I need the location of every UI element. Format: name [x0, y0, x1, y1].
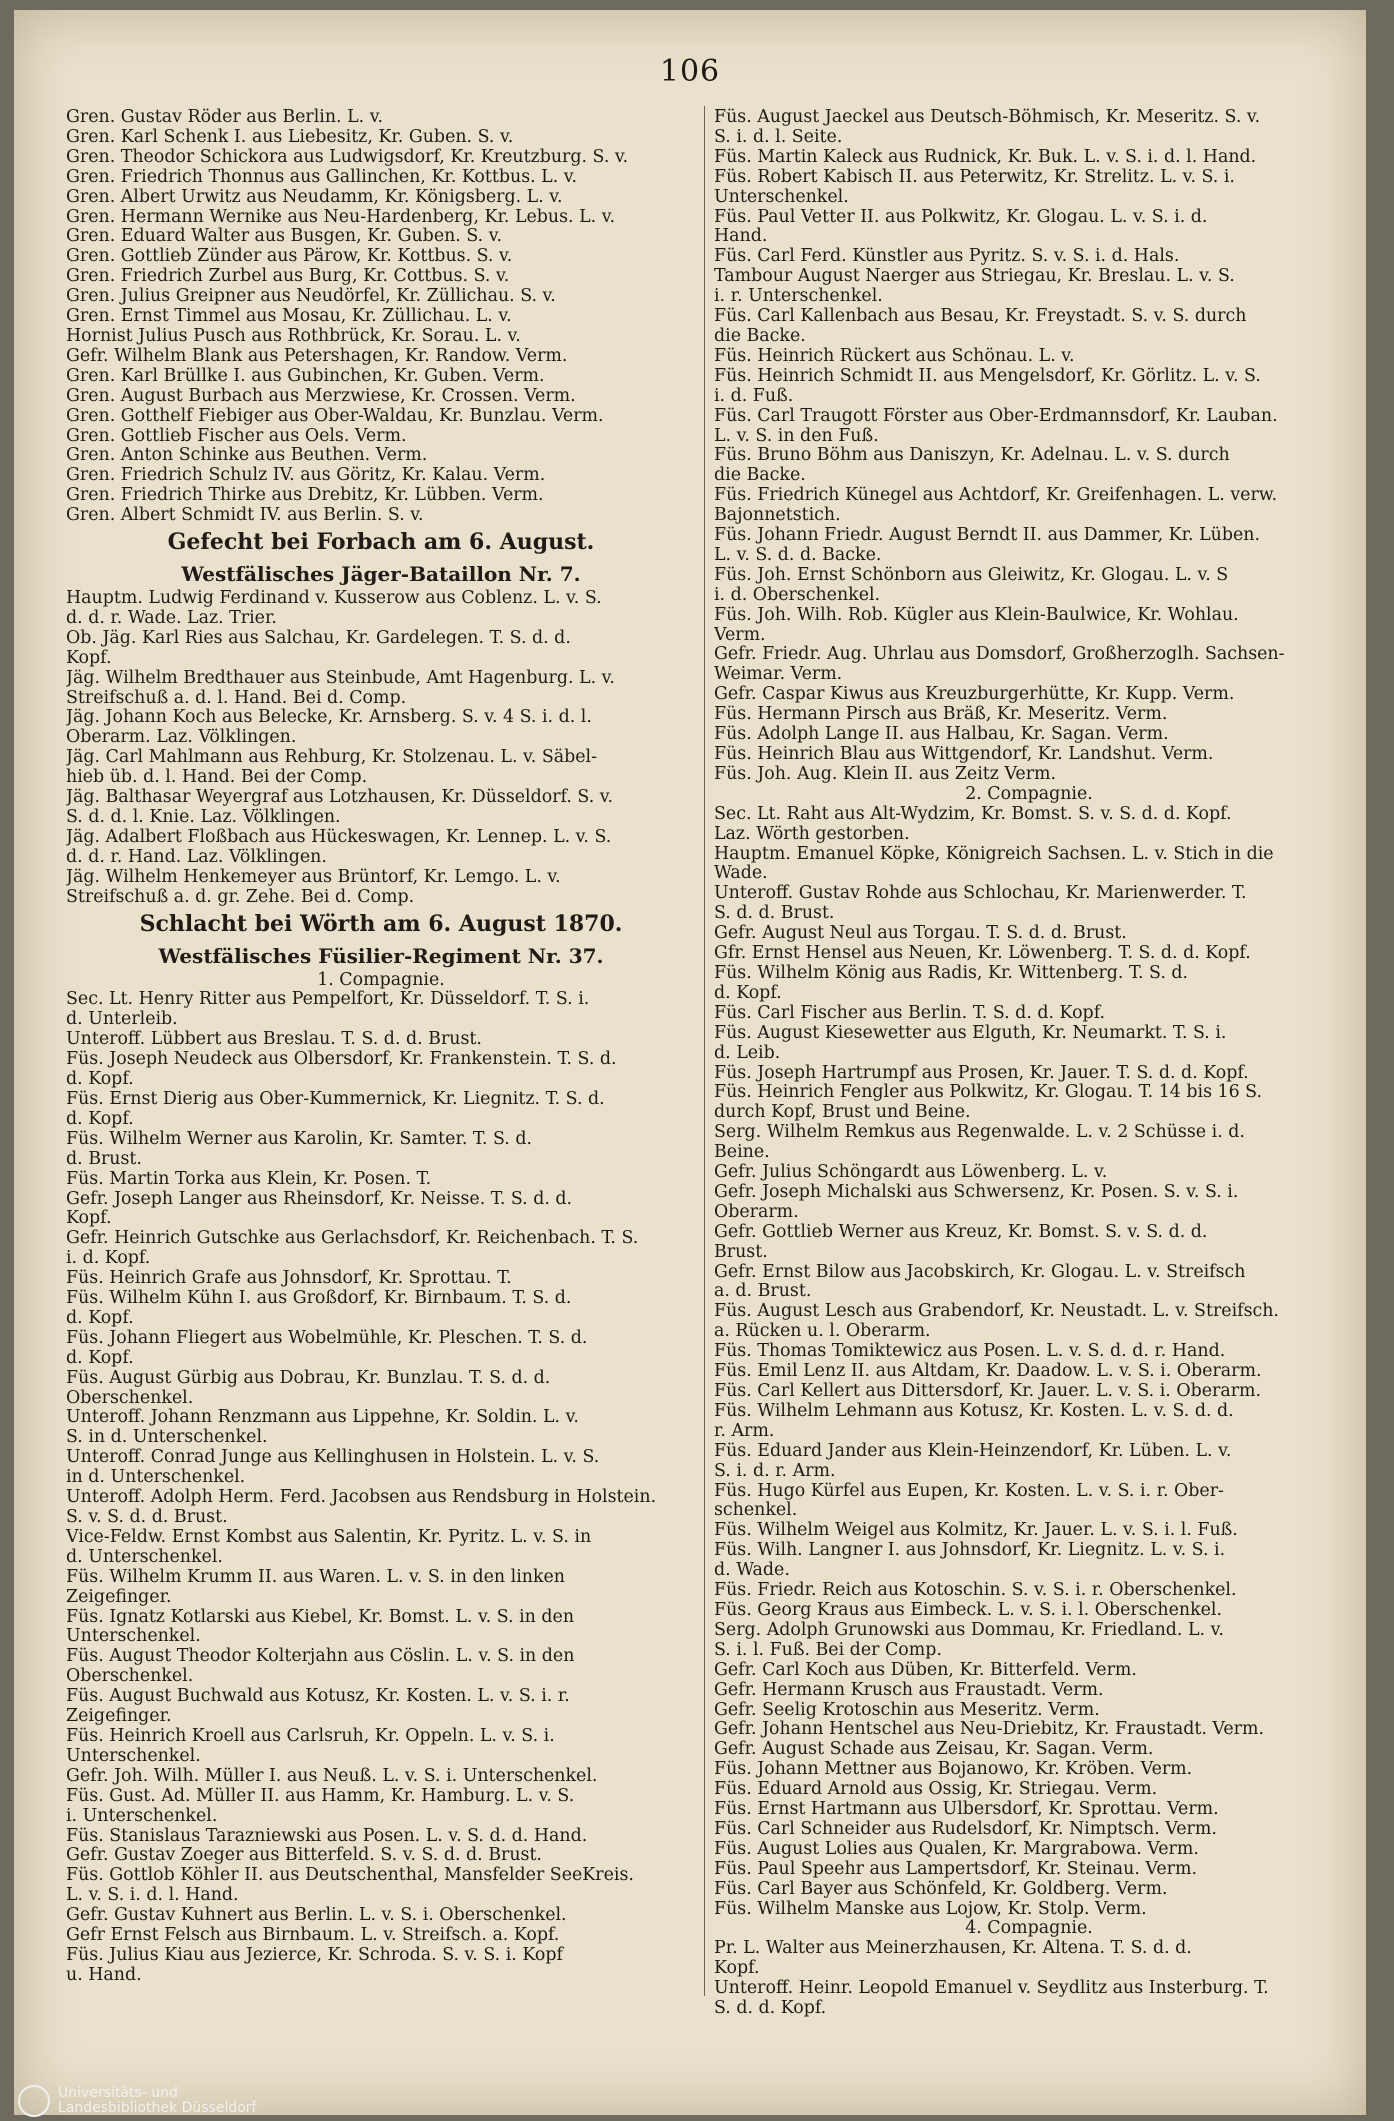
- text-line: Füs. Emil Lenz II. aus Altdam, Kr. Daadow. L. v. S. i. Oberarm.: [714, 1362, 1262, 1382]
- left-column: [66, 108, 696, 1986]
- text-line: Gefr. Wilhelm Blank aus Petershagen, Kr. Randow. Verm.: [66, 346, 568, 366]
- text-line: Jäg. Adalbert Floßbach aus Hückeswagen, Kr. Lennep. L. v. S.: [66, 827, 612, 847]
- text-line: d. Kopf.: [66, 1348, 134, 1368]
- text-line: Gren. Karl Schenk I. aus Liebesitz, Kr. Guben. S. v.: [66, 127, 514, 147]
- text-line: Füs. Wilhelm Lehmann aus Kotusz, Kr. Kosten. L. v. S. d. d.: [714, 1401, 1234, 1421]
- text-line: Füs. Ernst Dierig aus Ober-Kummernick, Kr. Liegnitz. T. S. d.: [66, 1089, 605, 1109]
- text-line: Füs. Joseph Hartrumpf aus Prosen, Kr. Jauer. T. S. d. d. Kopf.: [714, 1063, 1249, 1083]
- text-line: schenkel.: [714, 1501, 798, 1521]
- text-line: Gren. Anton Schinke aus Beuthen. Verm.: [66, 446, 428, 466]
- text-line: Füs. Carl Kallenbach aus Besau, Kr. Freystadt. S. v. S. durch: [714, 307, 1247, 327]
- text-line: Unteroff. Heinr. Leopold Emanuel v. Seydlitz aus Insterburg. T.: [714, 1979, 1269, 1999]
- library-logo-icon: [18, 2085, 50, 2117]
- text-line: S. v. S. d. d. Brust.: [66, 1508, 228, 1527]
- text-line: Füs. August Lolies aus Qualen, Kr. Margrabowa. Verm.: [714, 1839, 1199, 1859]
- text-line: i. Unterschenkel.: [66, 1806, 218, 1826]
- company-heading: 4. Compagnie.: [965, 1919, 1093, 1939]
- text-line: S. in d. Unterschenkel.: [66, 1428, 268, 1448]
- text-line: L. v. S. i. d. l. Hand.: [66, 1886, 239, 1906]
- text-line: d. d. r. Wade. Laz. Trier.: [66, 608, 277, 628]
- text-line: Unterschenkel.: [66, 1746, 201, 1766]
- text-line: Unteroff. Johann Renzmann aus Lippehne, Kr. Soldin. L. v.: [66, 1408, 579, 1428]
- text-line: Hauptm. Emanuel Köpke, Königreich Sachsen. L. v. Stich in die: [714, 844, 1274, 864]
- text-line: Füs. Wilhelm Manske aus Lojow, Kr. Stolp. Verm.: [714, 1899, 1147, 1919]
- text-line: Füs. Carl Traugott Förster aus Ober-Erdmannsdorf, Kr. Lauban.: [714, 406, 1278, 426]
- text-line: Gefr. Joseph Langer aus Rheinsdorf, Kr. Neisse. T. S. d. d.: [66, 1189, 573, 1209]
- text-line: Gren. Ernst Timmel aus Mosau, Kr. Züllichau. L. v.: [66, 307, 512, 327]
- text-line: Gren. Albert Urwitz aus Neudamm, Kr. Königsberg. L. v.: [66, 187, 563, 207]
- text-line: a. Rücken u. l. Oberarm.: [714, 1322, 931, 1342]
- text-line: i. r. Unterschenkel.: [714, 287, 883, 307]
- text-line: d. Brust.: [66, 1149, 142, 1169]
- text-line: Füs. August Gürbig aus Dobrau, Kr. Bunzlau. T. S. d. d.: [66, 1368, 551, 1388]
- text-line: Gren. Eduard Walter aus Busgen, Kr. Guben. S. v.: [66, 227, 503, 247]
- text-line: Füs. Eduard Arnold aus Ossig, Kr. Striegau. Verm.: [714, 1780, 1158, 1800]
- text-line: Füs. Johann Mettner aus Bojanowo, Kr. Kröben. Verm.: [714, 1760, 1193, 1780]
- text-line: Gefr. Joh. Wilh. Müller I. aus Neuß. L. v. S. i. Unterschenkel.: [66, 1766, 598, 1786]
- text-line: Tambour August Naerger aus Striegau, Kr. Breslau. L. v. S.: [714, 267, 1235, 287]
- text-line: Füs. August Lesch aus Grabendorf, Kr. Neustadt. L. v. Streifsch.: [714, 1302, 1279, 1322]
- text-line: Füs. Johann Friedr. August Berndt II. aus Dammer, Kr. Lüben.: [714, 526, 1260, 546]
- text-line: Sec. Lt. Raht aus Alt-Wydzim, Kr. Bomst. S. v. S. d. d. Kopf.: [714, 804, 1232, 824]
- text-line: Füs. August Jaeckel aus Deutsch-Böhmisch, Kr. Meseritz. S. v.: [714, 108, 1261, 127]
- text-line: Gren. Friedrich Thirke aus Drebitz, Kr. Lübben. Verm.: [66, 486, 544, 506]
- section-heading: Schlacht bei Wörth am 6. August 1870.: [139, 910, 623, 937]
- text-line: d. Wade.: [714, 1561, 790, 1581]
- text-line: Gren. August Burbach aus Merzwiese, Kr. Crossen. Verm.: [66, 386, 576, 406]
- text-line: Kopf.: [66, 1209, 112, 1229]
- text-line: Gefr. Friedr. Aug. Uhrlau aus Domsdorf, Großherzoglh. Sachsen-: [714, 645, 1285, 665]
- text-line: Füs. Martin Kaleck aus Rudnick, Kr. Buk. L. v. S. i. d. l. Hand.: [714, 147, 1257, 167]
- text-line: Wade.: [714, 864, 768, 884]
- text-line: Füs. Heinrich Rückert aus Schönau. L. v.: [714, 346, 1075, 366]
- text-line: d. Unterleib.: [66, 1010, 178, 1030]
- text-line: durch Kopf, Brust und Beine.: [714, 1103, 971, 1123]
- text-line: Füs. Friedrich Künegel aus Achtdorf, Kr. Greifenhagen. L. verw.: [714, 486, 1278, 506]
- text-line: Füs. Heinrich Schmidt II. aus Mengelsdorf, Kr. Görlitz. L. v. S.: [714, 366, 1261, 386]
- text-line: Verm.: [714, 625, 766, 645]
- text-line: Beine.: [714, 1143, 770, 1163]
- text-line: Gefr. Carl Koch aus Düben, Kr. Bitterfeld. Verm.: [714, 1660, 1137, 1680]
- text-line: Füs. Hermann Pirsch aus Bräß, Kr. Meseritz. Verm.: [714, 705, 1168, 725]
- text-line: Füs. Gottlob Köhler II. aus Deutschenthal, Mansfelder SeeKreis.: [66, 1866, 634, 1886]
- text-line: d. Leib.: [714, 1043, 781, 1063]
- text-line: Ob. Jäg. Karl Ries aus Salchau, Kr. Gardelegen. T. S. d. d.: [66, 628, 571, 648]
- text-line: Brust.: [714, 1242, 768, 1262]
- unit-heading: Westfälisches Jäger-Bataillon Nr. 7.: [181, 562, 581, 587]
- text-line: Gren. Albert Schmidt IV. aus Berlin. S. v.: [66, 506, 424, 526]
- text-line: Füs. Hugo Kürfel aus Eupen, Kr. Kosten. L. v. S. i. r. Ober-: [714, 1481, 1224, 1501]
- text-line: S. i. d. l. Seite.: [714, 127, 843, 147]
- text-line: Hand.: [714, 227, 768, 247]
- text-line: die Backe.: [714, 466, 806, 486]
- text-line: Gefr. Gustav Zoeger aus Bitterfeld. S. v. S. d. d. Brust.: [66, 1846, 542, 1866]
- text-line: Bajonnetstich.: [714, 506, 841, 526]
- text-line: Füs. Paul Speehr aus Lampertsdorf, Kr. Steinau. Verm.: [714, 1859, 1197, 1879]
- section-heading: Gefecht bei Forbach am 6. August.: [167, 529, 595, 556]
- text-line: Oberschenkel.: [66, 1388, 194, 1408]
- column-divider: [704, 106, 705, 1996]
- text-line: Zeigefinger.: [66, 1707, 172, 1727]
- text-line: Gefr. Joseph Michalski aus Schwersenz, Kr. Posen. S. v. S. i.: [714, 1182, 1239, 1202]
- text-line: Füs. Wilhelm Werner aus Karolin, Kr. Samter. T. S. d.: [66, 1129, 533, 1149]
- text-line: Serg. Wilhelm Remkus aus Regenwalde. L. v. 2 Schüsse i. d.: [714, 1123, 1245, 1143]
- text-line: Zeigefinger.: [66, 1587, 172, 1607]
- text-line: Füs. Joh. Aug. Klein II. aus Zeitz Verm.: [714, 764, 1057, 784]
- text-line: Jäg. Carl Mahlmann aus Rehburg, Kr. Stolzenau. L. v. Säbel-: [66, 748, 597, 768]
- text-line: Unterschenkel.: [714, 187, 849, 207]
- text-line: Oberarm. Laz. Völklingen.: [66, 728, 297, 748]
- text-line: Jäg. Johann Koch aus Belecke, Kr. Arnsberg. S. v. 4 S. i. d. l.: [66, 708, 592, 728]
- text-line: Gefr. August Neul aus Torgau. T. S. d. d. Brust.: [714, 924, 1127, 944]
- text-line: Füs. Carl Schneider aus Rudelsdorf, Kr. Nimptsch. Verm.: [714, 1819, 1217, 1839]
- text-line: Füs. Eduard Jander aus Klein-Heinzendorf, Kr. Lüben. L. v.: [714, 1441, 1232, 1461]
- text-line: Jäg. Wilhelm Henkemeyer aus Brüntorf, Kr. Lemgo. L. v.: [66, 867, 561, 887]
- text-line: Füs. Martin Torka aus Klein, Kr. Posen. T.: [66, 1169, 432, 1189]
- text-line: Gefr. Ernst Bilow aus Jacobskirch, Kr. Glogau. L. v. Streifsch: [714, 1262, 1246, 1282]
- text-line: Kopf.: [714, 1959, 760, 1979]
- text-line: Füs. Heinrich Fengler aus Polkwitz, Kr. Glogau. T. 14 bis 16 S.: [714, 1083, 1262, 1103]
- text-line: Füs. Wilhelm Krumm II. aus Waren. L. v. S. in den linken: [66, 1567, 566, 1587]
- text-line: Füs. Joh. Wilh. Rob. Kügler aus Klein-Baulwice, Kr. Wohlau.: [714, 605, 1239, 625]
- text-line: Füs. Stanislaus Tarazniewski aus Posen. L. v. S. d. d. Hand.: [66, 1826, 588, 1846]
- company-heading: 2. Compagnie.: [965, 784, 1093, 804]
- text-line: Gren. Gottlieb Fischer aus Oels. Verm.: [66, 426, 407, 446]
- text-line: Füs. Gust. Ad. Müller II. aus Hamm, Kr. Hamburg. L. v. S.: [66, 1786, 575, 1806]
- text-line: Gefr. Gustav Kuhnert aus Berlin. L. v. S. i. Oberschenkel.: [66, 1906, 567, 1926]
- text-line: Füs. Carl Bayer aus Schönfeld, Kr. Goldberg. Verm.: [714, 1879, 1168, 1899]
- text-line: hieb üb. d. l. Hand. Bei der Comp.: [66, 768, 368, 788]
- text-line: Pr. L. Walter aus Meinerzhausen, Kr. Altena. T. S. d. d.: [714, 1939, 1192, 1959]
- text-line: Füs. August Theodor Kolterjahn aus Cöslin. L. v. S. in den: [66, 1647, 575, 1667]
- text-line: Vice-Feldw. Ernst Kombst aus Salentin, Kr. Pyritz. L. v. S. in: [66, 1527, 592, 1547]
- text-line: Gefr. Julius Schöngardt aus Löwenberg. L. v.: [714, 1163, 1108, 1183]
- text-line: Streifschuß a. d. gr. Zehe. Bei d. Comp.: [66, 887, 415, 907]
- text-line: Füs. Wilhelm Weigel aus Kolmitz, Kr. Jauer. L. v. S. i. l. Fuß.: [714, 1521, 1238, 1541]
- text-line: Streifschuß a. d. l. Hand. Bei d. Comp.: [66, 688, 407, 708]
- text-line: Gren. Gustav Röder aus Berlin. L. v.: [66, 108, 383, 127]
- text-line: die Backe.: [714, 326, 806, 346]
- text-line: Gefr. Gottlieb Werner aus Kreuz, Kr. Bomst. S. v. S. d. d.: [714, 1222, 1208, 1242]
- text-line: S. d. d. l. Knie. Laz. Völklingen.: [66, 808, 341, 827]
- text-line: Unteroff. Conrad Junge aus Kellinghusen in Holstein. L. v. S.: [66, 1448, 600, 1468]
- text-line: Füs. Bruno Böhm aus Daniszyn, Kr. Adelnau. L. v. S. durch: [714, 446, 1230, 466]
- text-line: Gefr. Hermann Krusch aus Fraustadt. Verm.: [714, 1680, 1104, 1700]
- text-line: Gren. Karl Brüllke I. aus Gubinchen, Kr. Guben. Verm.: [66, 366, 545, 386]
- text-line: S. i. l. Fuß. Bei der Comp.: [714, 1640, 942, 1660]
- text-line: Gefr. August Schade aus Zeisau, Kr. Sagan. Verm.: [714, 1740, 1154, 1760]
- text-line: d. Unterschenkel.: [66, 1547, 223, 1567]
- unit-heading: Westfälisches Füsilier-Regiment Nr. 37.: [158, 943, 604, 968]
- text-line: S. i. d. r. Arm.: [714, 1461, 836, 1481]
- company-heading: 1. Compagnie.: [317, 970, 445, 990]
- footer-line-1: Universitäts- und: [58, 2085, 178, 2101]
- footer-line-2: Landesbibliothek Düsseldorf: [58, 2100, 257, 2116]
- text-line: d. d. r. Hand. Laz. Völklingen.: [66, 847, 327, 867]
- text-line: L. v. S. d. d. Backe.: [714, 545, 882, 565]
- text-line: Gren. Friedrich Zurbel aus Burg, Kr. Cottbus. S. v.: [66, 267, 510, 287]
- text-line: d. Kopf.: [66, 1070, 134, 1090]
- text-line: Füs. Wilhelm Kühn I. aus Großdorf, Kr. Birnbaum. T. S. d.: [66, 1289, 572, 1309]
- text-line: Füs. Wilh. Langner I. aus Johnsdorf, Kr. Liegnitz. L. v. S. i.: [714, 1541, 1226, 1561]
- right-column: [714, 108, 1344, 2019]
- text-line: Unteroff. Adolph Herm. Ferd. Jacobsen aus Rendsburg in Holstein.: [66, 1488, 657, 1508]
- text-line: Füs. Heinrich Blau aus Wittgendorf, Kr. Landshut. Verm.: [714, 745, 1214, 764]
- text-line: Füs. Heinrich Grafe aus Johnsdorf, Kr. Sprottau. T.: [66, 1269, 512, 1289]
- text-line: Oberarm.: [714, 1202, 799, 1222]
- text-line: Unterschenkel.: [66, 1627, 201, 1647]
- text-line: Gefr. Caspar Kiwus aus Kreuzburgerhütte, Kr. Kupp. Verm.: [714, 685, 1235, 705]
- text-line: Laz. Wörth gestorben.: [714, 824, 910, 844]
- text-line: Füs. Thomas Tomiktewicz aus Posen. L. v. S. d. d. r. Hand.: [714, 1342, 1226, 1362]
- text-line: Gefr. Johann Hentschel aus Neu-Driebitz, Kr. Fraustadt. Verm.: [714, 1720, 1264, 1740]
- text-line: Füs. August Kiesewetter aus Elguth, Kr. Neumarkt. T. S. i.: [714, 1023, 1227, 1043]
- text-line: Jäg. Wilhelm Bredthauer aus Steinbude, Amt Hagenburg. L. v.: [66, 668, 615, 688]
- text-line: Weimar. Verm.: [714, 665, 843, 685]
- text-line: Gren. Hermann Wernike aus Neu-Hardenberg, Kr. Lebus. L. v.: [66, 207, 615, 227]
- text-line: Jäg. Balthasar Weyergraf aus Lotzhausen, Kr. Düsseldorf. S. v.: [66, 788, 614, 808]
- text-line: i. d. Fuß.: [714, 386, 794, 406]
- text-line: Sec. Lt. Henry Ritter aus Pempelfort, Kr. Düsseldorf. T. S. i.: [66, 990, 590, 1010]
- text-line: Oberschenkel.: [66, 1667, 194, 1687]
- text-line: L. v. S. in den Fuß.: [714, 426, 879, 446]
- text-line: Hornist Julius Pusch aus Rothbrück, Kr. Sorau. L. v.: [66, 326, 521, 346]
- text-line: Füs. Robert Kabisch II. aus Peterwitz, Kr. Strelitz. L. v. S. i.: [714, 167, 1235, 187]
- text-line: Füs. Carl Kellert aus Dittersdorf, Kr. Jauer. L. v. S. i. Oberarm.: [714, 1382, 1262, 1401]
- text-line: Füs. Carl Ferd. Künstler aus Pyritz. S. v. S. i. d. Hals.: [714, 247, 1180, 267]
- text-line: S. d. d. Kopf.: [714, 1999, 827, 2019]
- text-line: Gren. Gottlieb Zünder aus Pärow, Kr. Kottbus. S. v.: [66, 247, 513, 267]
- text-line: Füs. Ernst Hartmann aus Ulbersdorf, Kr. Sprottau. Verm.: [714, 1800, 1219, 1820]
- text-line: i. d. Kopf.: [66, 1249, 151, 1269]
- text-line: d. Kopf.: [714, 983, 782, 1003]
- text-line: Füs. Heinrich Kroell aus Carlsruh, Kr. Oppeln. L. v. S. i.: [66, 1726, 555, 1746]
- text-line: a. d. Brust.: [714, 1282, 812, 1302]
- text-line: Füs. Johann Fliegert aus Wobelmühle, Kr. Pleschen. T. S. d.: [66, 1328, 588, 1348]
- text-line: Füs. Ignatz Kotlarski aus Kiebel, Kr. Bomst. L. v. S. in den: [66, 1607, 575, 1627]
- text-line: Füs. Paul Vetter II. aus Polkwitz, Kr. Glogau. L. v. S. i. d.: [714, 207, 1208, 227]
- page-number: 106: [659, 54, 721, 89]
- text-line: Füs. August Buchwald aus Kotusz, Kr. Kosten. L. v. S. i. r.: [66, 1687, 570, 1707]
- text-line: Unteroff. Lübbert aus Breslau. T. S. d. d. Brust.: [66, 1030, 482, 1050]
- text-line: Gren. Julius Greipner aus Neudörfel, Kr. Züllichau. S. v.: [66, 287, 556, 307]
- text-line: Gren. Friedrich Schulz IV. aus Göritz, Kr. Kalau. Verm.: [66, 466, 546, 486]
- text-line: S. d. d. Brust.: [714, 904, 835, 924]
- text-line: u. Hand.: [66, 1965, 142, 1985]
- text-line: Füs. Georg Kraus aus Eimbeck. L. v. S. i. l. Oberschenkel.: [714, 1600, 1223, 1620]
- text-line: Unteroff. Gustav Rohde aus Schlochau, Kr. Marienwerder. T.: [714, 884, 1247, 904]
- text-line: Gefr. Seelig Krotoschin aus Meseritz. Verm.: [714, 1700, 1100, 1720]
- text-line: Füs. Julius Kiau aus Jezierce, Kr. Schroda. S. v. S. i. Kopf: [66, 1945, 563, 1965]
- text-line: Füs. Carl Fischer aus Berlin. T. S. d. d. Kopf.: [714, 1003, 1106, 1023]
- text-line: Gren. Theodor Schickora aus Ludwigsdorf, Kr. Kreutzburg. S. v.: [66, 147, 629, 167]
- text-line: r. Arm.: [714, 1421, 775, 1441]
- text-line: Hauptm. Ludwig Ferdinand v. Kusserow aus Coblenz. L. v. S.: [66, 589, 602, 609]
- text-line: Gefr Ernst Felsch aus Birnbaum. L. v. Streifsch. a. Kopf.: [66, 1926, 560, 1946]
- text-line: Gren. Gotthelf Fiebiger aus Ober-Waldau, Kr. Bunzlau. Verm.: [66, 406, 604, 426]
- text-line: Gfr. Ernst Hensel aus Neuen, Kr. Löwenberg. T. S. d. d. Kopf.: [714, 944, 1251, 964]
- text-line: Füs. Friedr. Reich aus Kotoschin. S. v. S. i. r. Oberschenkel.: [714, 1581, 1237, 1601]
- text-line: Füs. Joh. Ernst Schönborn aus Gleiwitz, Kr. Glogau. L. v. S: [714, 565, 1229, 585]
- text-line: Kopf.: [66, 648, 112, 668]
- text-line: Füs. Wilhelm König aus Radis, Kr. Wittenberg. T. S. d.: [714, 963, 1189, 983]
- text-line: Füs. Adolph Lange II. aus Halbau, Kr. Sagan. Verm.: [714, 725, 1169, 745]
- text-line: d. Kopf.: [66, 1308, 134, 1328]
- text-line: Serg. Adolph Grunowski aus Dommau, Kr. Friedland. L. v.: [714, 1620, 1224, 1640]
- text-line: d. Kopf.: [66, 1109, 134, 1129]
- text-line: Gefr. Heinrich Gutschke aus Gerlachsdorf, Kr. Reichenbach. T. S.: [66, 1229, 639, 1249]
- library-footer: [18, 2085, 256, 2117]
- text-line: Füs. Joseph Neudeck aus Olbersdorf, Kr. Frankenstein. T. S. d.: [66, 1050, 617, 1070]
- text-line: Gren. Friedrich Thonnus aus Gallinchen, Kr. Kottbus. L. v.: [66, 167, 578, 187]
- text-line: i. d. Oberschenkel.: [714, 585, 881, 605]
- text-line: in d. Unterschenkel.: [66, 1468, 246, 1488]
- scanned-page: [14, 10, 1366, 2115]
